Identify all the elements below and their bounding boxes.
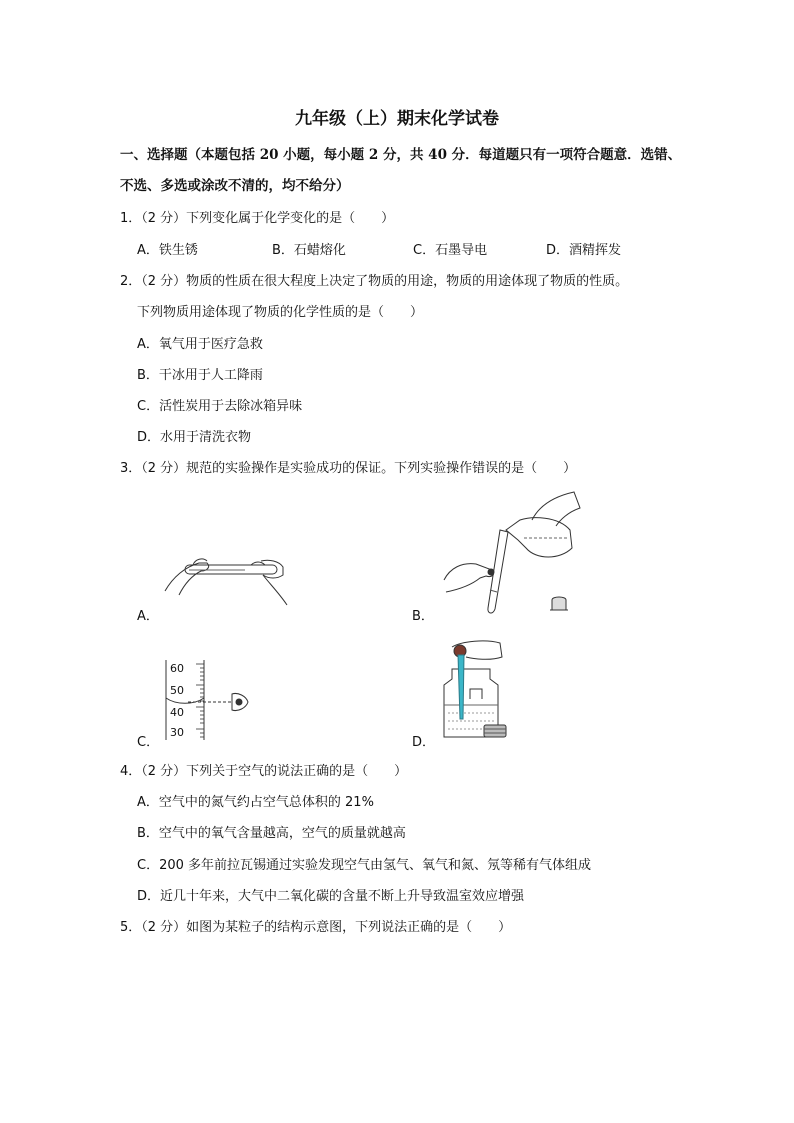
left-hand-outline [165,563,209,595]
section-heading-line-2: 不选、多选或涂改不清的，均不给分） [120,178,350,194]
right-hand-wrist [263,575,287,605]
question-4-stem: 4．（2 分）下列关于空气的说法正确的是（ ） [120,764,408,779]
figure-b-pouring-liquid [440,490,590,615]
question-2-option-a: A．氧气用于医疗急救 [137,337,263,352]
bottle-stopper [484,725,506,737]
figure-d-dropper-in-bottle [440,635,540,745]
question-3-option-d: D． [412,735,436,750]
figure-a-test-tube-in-hands [165,553,295,613]
question-3-stem: 3．（2 分）规范的实验操作是实验成功的保证。下列实验操作错误的是（ ） [120,461,577,476]
question-3-option-a: A． [137,609,159,624]
scale-label-60: 60 [170,662,184,675]
question-1-stem: 1．（2 分）下列变化属于化学变化的是（ ） [120,211,395,226]
bottle-label [470,689,482,699]
left-hand [444,564,494,592]
figure-c-graduated-cylinder [160,658,270,743]
question-4-option-d: D．近几十年来，大气中二氧化碳的含量不断上升导致温室效应增强 [137,889,525,904]
question-2-option-b: B．干冰用于人工降雨 [137,368,263,383]
question-1-option-b: B．石蜡熔化 [272,243,346,258]
question-5-stem: 5．（2 分）如图为某粒子的结构示意图，下列说法正确的是（ ） [120,920,512,935]
question-2-stem: 2．（2 分）物质的性质在很大程度上决定了物质的用途，物质的用途体现了物质的性质。 [120,274,629,289]
glass-dropper [458,655,464,719]
scale-label-30: 30 [170,726,184,739]
question-3-option-c: C． [137,735,160,750]
question-2-option-d: D．水用于清洗衣物 [137,430,252,445]
question-2-stem-continued: 下列物质用途体现了物质的化学性质的是（ ） [137,305,424,320]
test-tube-grip-dot [488,569,494,575]
question-4-option-a: A．空气中的氮气约占空气总体积的 21% [137,795,374,810]
question-2-option-c: C．活性炭用于去除冰箱异味 [137,399,303,414]
question-1-option-a: A．铁生锈 [137,243,198,258]
section-heading-line-1: 一、选择题（本题包括 20 小题，每小题 2 分，共 40 分．每道题只有一项符合题意．选错、 [120,147,682,163]
question-1-option-d: D．酒精挥发 [546,243,622,258]
reagent-bottle [506,518,572,557]
scale-label-40: 40 [170,706,184,719]
right-hand-fingers [261,560,283,578]
page-title: 九年级（上）期末化学试卷 [295,109,499,129]
question-4-option-b: B．空气中的氧气含量越高，空气的质量就越高 [137,826,406,841]
scale-label-50: 50 [170,684,184,697]
section-heading [120,140,700,202]
question-1-option-c: C．石墨导电 [413,243,488,258]
question-3-option-b: B． [412,609,434,624]
question-4-option-c: C．200 多年前拉瓦锡通过实验发现空气由氢气、氧气和氮、氖等稀有气体组成 [137,858,592,873]
bottle-stopper [552,597,566,610]
